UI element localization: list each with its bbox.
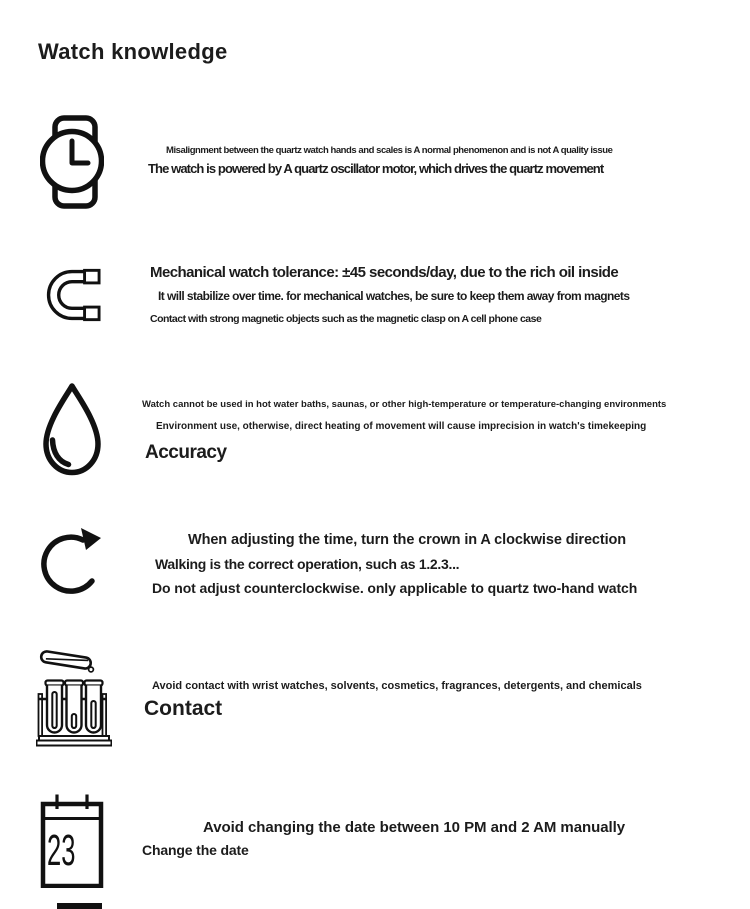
- section-quartz-movement-note: Misalignment between the quartz watch hands and scales is A normal phenomenon and is not A quality issue: [166, 145, 613, 156]
- magnet-icon: [40, 266, 104, 324]
- test-tubes-icon: [36, 644, 112, 749]
- section-magnetism-headline: Mechanical watch tolerance: ±45 seconds/day, due to the rich oil inside: [150, 264, 619, 281]
- section-accuracy-note: Watch cannot be used in hot water baths, saunas, or other high-temperature or temperature-changing environments: [142, 399, 667, 410]
- section-time-adjustment-subline: Walking is the correct operation, such as 1.2.3...: [155, 556, 460, 572]
- section-quartz-movement-headline: The watch is powered by A quartz oscillator motor, which drives the quartz movement: [148, 161, 604, 176]
- water-drop-icon: [38, 380, 106, 480]
- calendar-day-number: 23: [47, 826, 76, 875]
- section-accuracy-title: Accuracy: [145, 442, 227, 463]
- section-magnetism-note: Contact with strong magnetic objects such as the magnetic clasp on A cell phone case: [150, 313, 542, 325]
- section-chemical-contact-note: Avoid contact with wrist watches, solvents, cosmetics, fragrances, detergents, and chemicals: [152, 680, 642, 692]
- section-date-change-title: Change the date: [142, 842, 249, 858]
- section-time-adjustment-warning: Do not adjust counterclockwise. only applicable to quartz two-hand watch: [152, 580, 638, 596]
- section-chemical-contact-title: Contact: [144, 697, 223, 720]
- section-magnetism-subline: It will stabilize over time. for mechanical watches, be sure to keep them away from magnets: [158, 289, 630, 303]
- section-date-change-headline: Avoid changing the date between 10 PM and 2 AM manually: [203, 819, 626, 836]
- section-accuracy-subline: Environment use, otherwise, direct heating of movement will cause imprecision in watch's timekeeping: [156, 421, 647, 432]
- wristwatch-icon: [40, 114, 104, 210]
- section-time-adjustment-headline: When adjusting the time, turn the crown in A clockwise direction: [188, 532, 627, 548]
- page-title: Watch knowledge: [38, 39, 228, 64]
- cutoff-next-section-fragment: [57, 903, 102, 909]
- clockwise-arrow-icon: [40, 523, 104, 603]
